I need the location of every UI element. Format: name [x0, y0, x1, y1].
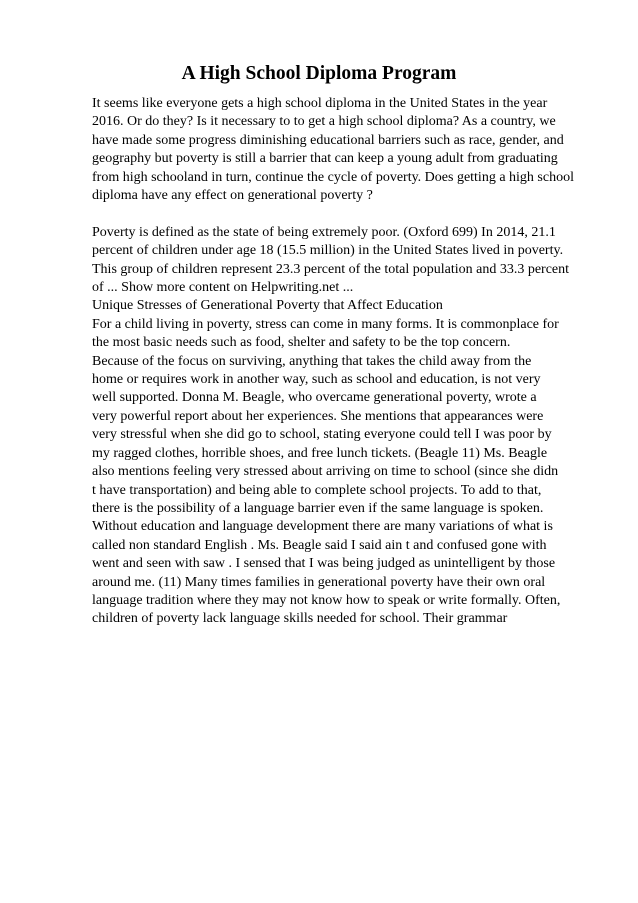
section-heading: Unique Stresses of Generational Poverty that Affect Education: [92, 298, 443, 314]
text-line: Because of the focus on surviving, anything that takes the child away from the: [92, 353, 532, 369]
text-line: also mentions feeling very stressed about arriving on time to school (since she didn: [92, 464, 559, 480]
text-line: This group of children represent 23.3 percent of the total population and 33.3 percent: [92, 261, 570, 277]
paragraph-gap: [92, 205, 602, 223]
text-line: diploma have any effect on generational poverty ?: [92, 188, 373, 204]
text-line: Poverty is defined as the state of being extremely poor. (Oxford 699) In 2014, 21.1: [92, 224, 556, 240]
text-line: very stressful when she did go to school, stating everyone could tell I was poor by: [92, 427, 552, 443]
text-line: children of poverty lack language skills needed for school. Their grammar: [92, 611, 508, 627]
text-line: t have transportation) and being able to complete school projects. To add to that,: [92, 482, 542, 498]
text-line: It seems like everyone gets a high school diploma in the United States in the year: [92, 96, 548, 111]
text-line: home or requires work in another way, such as school and education, is not very: [92, 372, 541, 388]
show-more-line: of ... Show more content on Helpwriting.net ...: [92, 280, 354, 296]
text-line: the most basic needs such as food, shelter and safety to be the top concern.: [92, 335, 511, 351]
text-line: went and seen with saw . I sensed that I was being judged as unintelligent by those: [92, 556, 556, 572]
text-line: called non standard English . Ms. Beagle said I said ain t and confused gone with: [92, 537, 547, 553]
text-line: have made some progress diminishing educational barriers such as race, gender, and: [92, 132, 564, 148]
text-line: 2016. Or do they? Is it necessary to to get a high school diploma? As a country, we: [92, 114, 556, 130]
text-line: well supported. Donna M. Beagle, who overcame generational poverty, wrote a: [92, 390, 537, 406]
text-line: very powerful report about her experiences. She mentions that appearances were: [92, 408, 544, 424]
document-title: A High School Diploma Program: [181, 63, 457, 84]
text-line: there is the possibility of a language barrier even if the same language is spoken.: [92, 500, 544, 516]
text-line: my ragged clothes, horrible shoes, and free lunch tickets. (Beagle 11) Ms. Beagle: [92, 445, 548, 461]
text-line: Without education and language development there are many variations of what is: [92, 519, 553, 535]
text-line: from high schooland in turn, continue the cycle of poverty. Does getting a high school: [92, 169, 574, 185]
text-line: around me. (11) Many times families in generational poverty have their own oral: [92, 574, 546, 590]
text-line: language tradition where they may not know how to speak or write formally. Often,: [92, 592, 561, 608]
text-line: geography but poverty is still a barrier that can keep a young adult from graduating: [92, 151, 558, 167]
paragraph-intro: [92, 95, 602, 205]
text-line: For a child living in poverty, stress can come in many forms. It is commonplace for: [92, 316, 559, 332]
document-body: [92, 95, 602, 629]
text-line: percent of children under age 18 (15.5 million) in the United States lived in poverty.: [92, 243, 564, 259]
paragraph-body: [92, 224, 602, 629]
